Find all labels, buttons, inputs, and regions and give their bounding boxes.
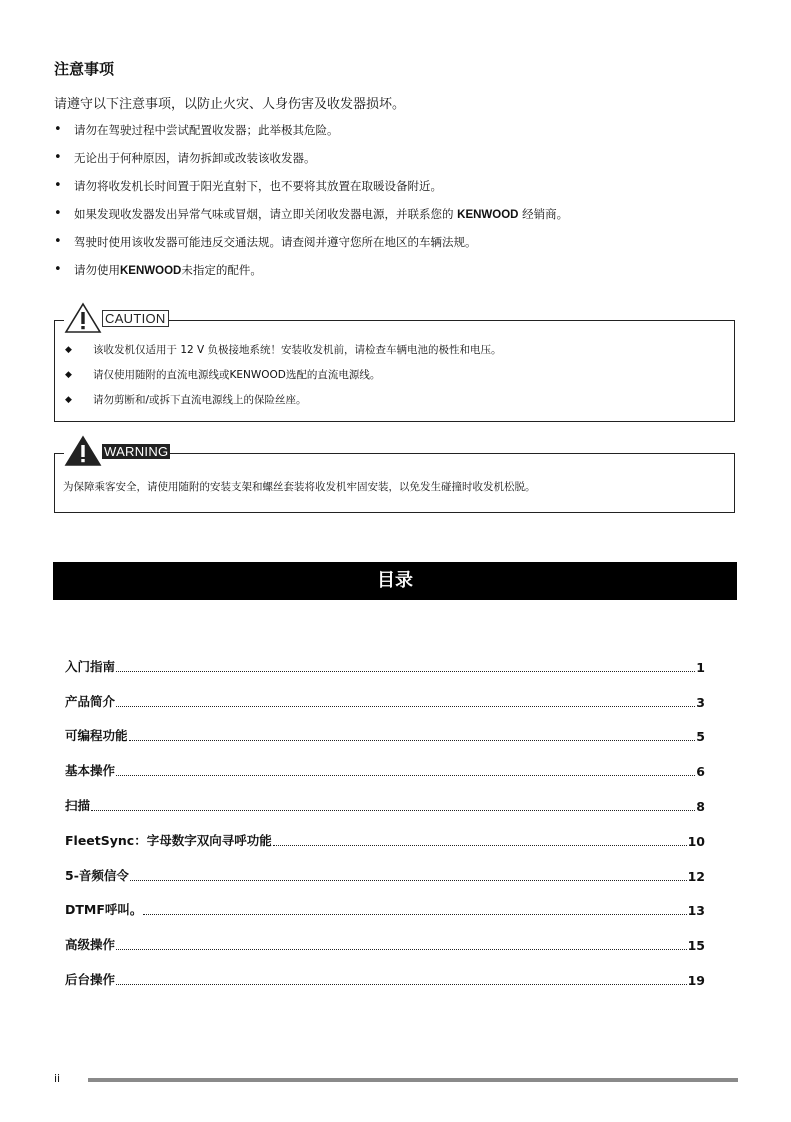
toc-entry[interactable]: 入门指南 1: [65, 658, 705, 675]
toc-entry[interactable]: FleetSync：字母数字双向寻呼功能 10: [65, 832, 705, 849]
warning-header: [64, 435, 170, 467]
page-number: ii: [54, 1072, 61, 1085]
bullet-icon: •: [54, 122, 62, 137]
list-item: • 驾驶时使用该收发器可能违反交通法规。请查阅并遵守您所在地区的车辆法规。: [54, 234, 477, 249]
list-item: • 请勿将收发机长时间置于阳光直射下，也不要将其放置在取暖设备附近。: [54, 178, 442, 193]
bullet-icon: •: [54, 234, 62, 249]
list-item: • 请勿在驾驶过程中尝试配置收发器；此举极其危险。: [54, 122, 339, 137]
table-of-contents: [65, 640, 705, 988]
toc-entry[interactable]: DTMF呼叫。 13: [65, 902, 705, 919]
caution-box: [54, 320, 735, 422]
dot-leader: [130, 880, 687, 881]
dot-leader: [129, 740, 696, 741]
section-title: 注意事项: [54, 60, 115, 78]
toc-entry[interactable]: 基本操作 6: [65, 763, 705, 780]
caution-label: CAUTION: [102, 310, 169, 327]
dot-leader: [143, 914, 686, 915]
bullet-icon: •: [54, 150, 62, 165]
toc-entry[interactable]: 产品简介 3: [65, 693, 705, 710]
diamond-bullet-icon: ◆: [65, 370, 72, 380]
list-item: ◆ 该收发机仅适用于 12 V 负极接地系统！安装收发机前，请检查车辆电池的极性和电压。: [65, 344, 502, 356]
dot-leader: [91, 810, 695, 811]
warning-label: WARNING: [104, 443, 169, 459]
caution-triangle-icon: [64, 302, 102, 334]
notes-list: [54, 122, 754, 290]
toc-entry[interactable]: 后台操作 19: [65, 971, 705, 988]
dot-leader: [273, 845, 687, 846]
caution-list: [65, 343, 502, 418]
warning-triangle-icon: [64, 435, 102, 467]
diamond-bullet-icon: ◆: [65, 345, 72, 355]
toc-entry[interactable]: 5-音频信令 12: [65, 867, 705, 884]
toc-entry[interactable]: 高级操作 15: [65, 937, 705, 954]
list-item: • 请勿使用KENWOOD未指定的配件。: [54, 262, 262, 277]
toc-entry[interactable]: 扫描 8: [65, 797, 705, 814]
dot-leader: [116, 775, 695, 776]
diamond-bullet-icon: ◆: [65, 395, 72, 405]
dot-leader: [116, 706, 695, 707]
list-item: ◆ 请勿剪断和/或拆下直流电源线上的保险丝座。: [65, 394, 307, 406]
bullet-icon: •: [54, 178, 62, 193]
dot-leader: [116, 949, 687, 950]
warning-text: 为保障乘客安全，请使用随附的安装支架和螺丝套装将收发机牢固安装，以免发生碰撞时收发机松脱。: [63, 481, 536, 493]
list-item: • 如果发现收发器发出异常气味或冒烟，请立即关闭收发器电源，并联系您的 KENWOOD 经销商。: [54, 206, 569, 221]
list-item: • 无论出于何种原因，请勿拆卸或改装该收发器。: [54, 150, 316, 165]
toc-title: 目录: [53, 562, 737, 600]
dot-leader: [116, 984, 687, 985]
caution-header: [64, 302, 169, 334]
bullet-icon: •: [54, 206, 62, 221]
intro-text: 请遵守以下注意事项，以防止火灾、人身伤害及收发器损坏。: [54, 97, 406, 112]
dot-leader: [116, 671, 695, 672]
bullet-icon: •: [54, 262, 62, 277]
list-item: ◆ 请仅使用随附的直流电源线或KENWOOD选配的直流电源线。: [65, 369, 381, 381]
toc-entry[interactable]: 可编程功能 5: [65, 728, 705, 745]
footer-rule: [88, 1078, 738, 1082]
